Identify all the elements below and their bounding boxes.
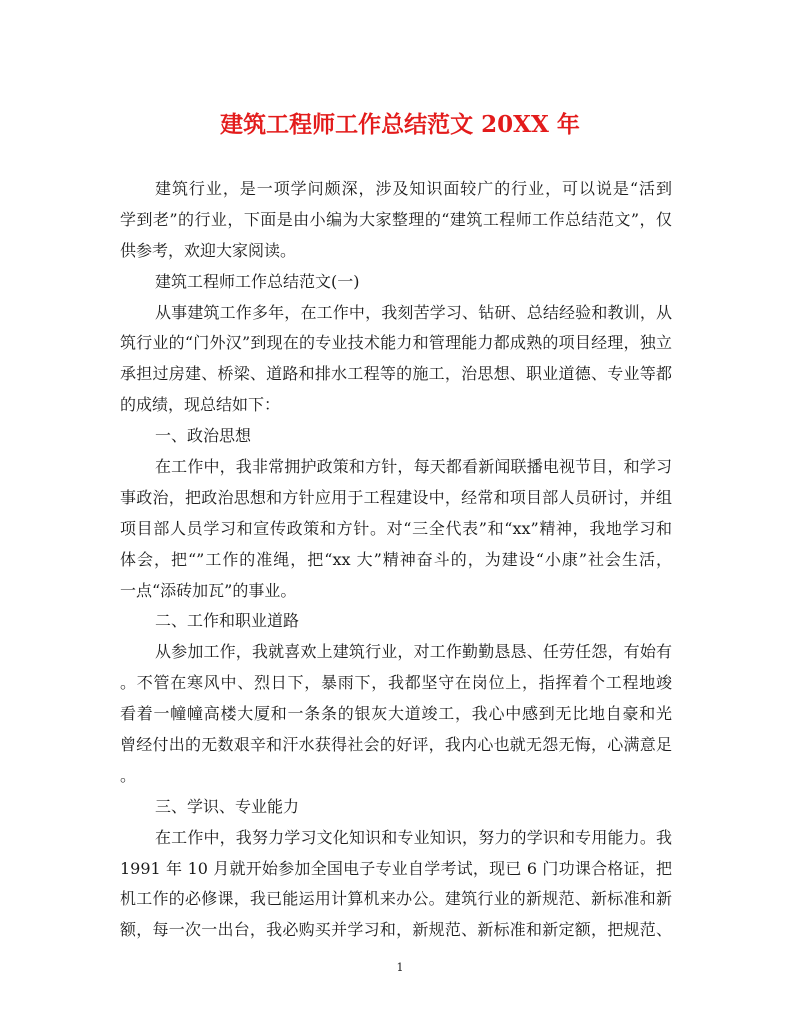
paragraph-line: 项目部人员学习和宣传政策和方针。对“三全代表”和“xx”精神，我地学习和 — [120, 518, 672, 538]
section-one-heading — [120, 421, 672, 452]
paragraph-line: 体会，把“”工作的准绳，把“xx 大”精神奋斗的，为建设“小康”社会生活， — [120, 549, 672, 569]
paragraph-line: 筑行业的“门外汉”到现在的专业技术能力和管理能力都成熟的项目经理，独立 — [120, 333, 672, 353]
paragraph-line: 从事建筑工作多年，在工作中，我刻苦学习、钻研、总结经验和教训，从 — [155, 302, 672, 322]
paragraph-line: 在工作中，我努力学习文化知识和专业知识，努力的学识和专用能力。我 — [155, 827, 672, 847]
document-body — [120, 174, 672, 946]
opening-paragraph — [120, 298, 672, 422]
paragraph-line: 额，每一次一出台，我必购买并学习和，新规范、新标准和新定额，把规范、 — [120, 920, 672, 940]
page-number: 1 — [396, 961, 404, 974]
section-two-heading — [120, 606, 672, 637]
document-title: 建筑工程师工作总结范文 20XX 年 — [220, 111, 580, 138]
section-three-heading — [120, 792, 672, 823]
intro-paragraph — [120, 174, 672, 267]
section-heading: 三、学识、专业能力 — [155, 796, 300, 816]
paragraph-line: 。 — [120, 765, 137, 785]
section-one-paragraph — [120, 452, 672, 606]
section-two-paragraph — [120, 637, 672, 791]
paragraph-line: 承担过房建、桥梁、道路和排水工程等的施工，治思想、职业道德、专业等都 — [120, 364, 672, 384]
section-three-paragraph — [120, 823, 672, 947]
paragraph-line: 一点“添砖加瓦”的事业。 — [120, 580, 297, 600]
paragraph-line: 事政治，把政治思想和方针应用于工程建设中，经常和项目部人员研讨，并组 — [120, 487, 672, 507]
paragraph-line: 看着一幢幢高楼大厦和一条条的银灰大道竣工，我心中感到无比地自豪和光 — [120, 704, 672, 724]
paragraph-line: 学到老”的行业，下面是由小编为大家整理的“建筑工程师工作总结范文”，仅 — [120, 209, 672, 229]
paragraph-line: 机工作的必修课，我已能运用计算机来办公。建筑行业的新规范、新标准和新 — [120, 889, 672, 909]
paragraph-line: 。不管在寒风中、烈日下，暴雨下，我都坚守在岗位上，指挥着个工程地竣 — [120, 673, 672, 693]
paragraph-line: 的成绩，现总结如下： — [120, 395, 281, 415]
paragraph-line: 从参加工作，我就喜欢上建筑行业，对工作勤勤恳恳、任劳任怨，有始有 — [155, 642, 672, 662]
sample-heading — [120, 267, 672, 298]
paragraph-line: 1991 年 10 月就开始参加全国电子专业自学考试，现已 6 门功课合格证，把 — [120, 858, 672, 878]
section-heading: 一、政治思想 — [155, 426, 252, 446]
paragraph-line: 供参考，欢迎大家阅读。 — [120, 240, 297, 260]
section-heading: 二、工作和职业道路 — [155, 611, 300, 631]
paragraph-line: 在工作中，我非常拥护政策和方针，每天都看新闻联播电视节目，和学习 — [155, 457, 672, 477]
paragraph-line: 建筑行业，是一项学问颇深，涉及知识面较广的行业，可以说是“活到 — [155, 179, 672, 198]
section-heading: 建筑工程师工作总结范文(一) — [155, 271, 360, 291]
paragraph-line: 曾经付出的无数艰辛和汗水获得社会的好评，我内心也就无怨无悔，心满意足 — [120, 735, 672, 755]
